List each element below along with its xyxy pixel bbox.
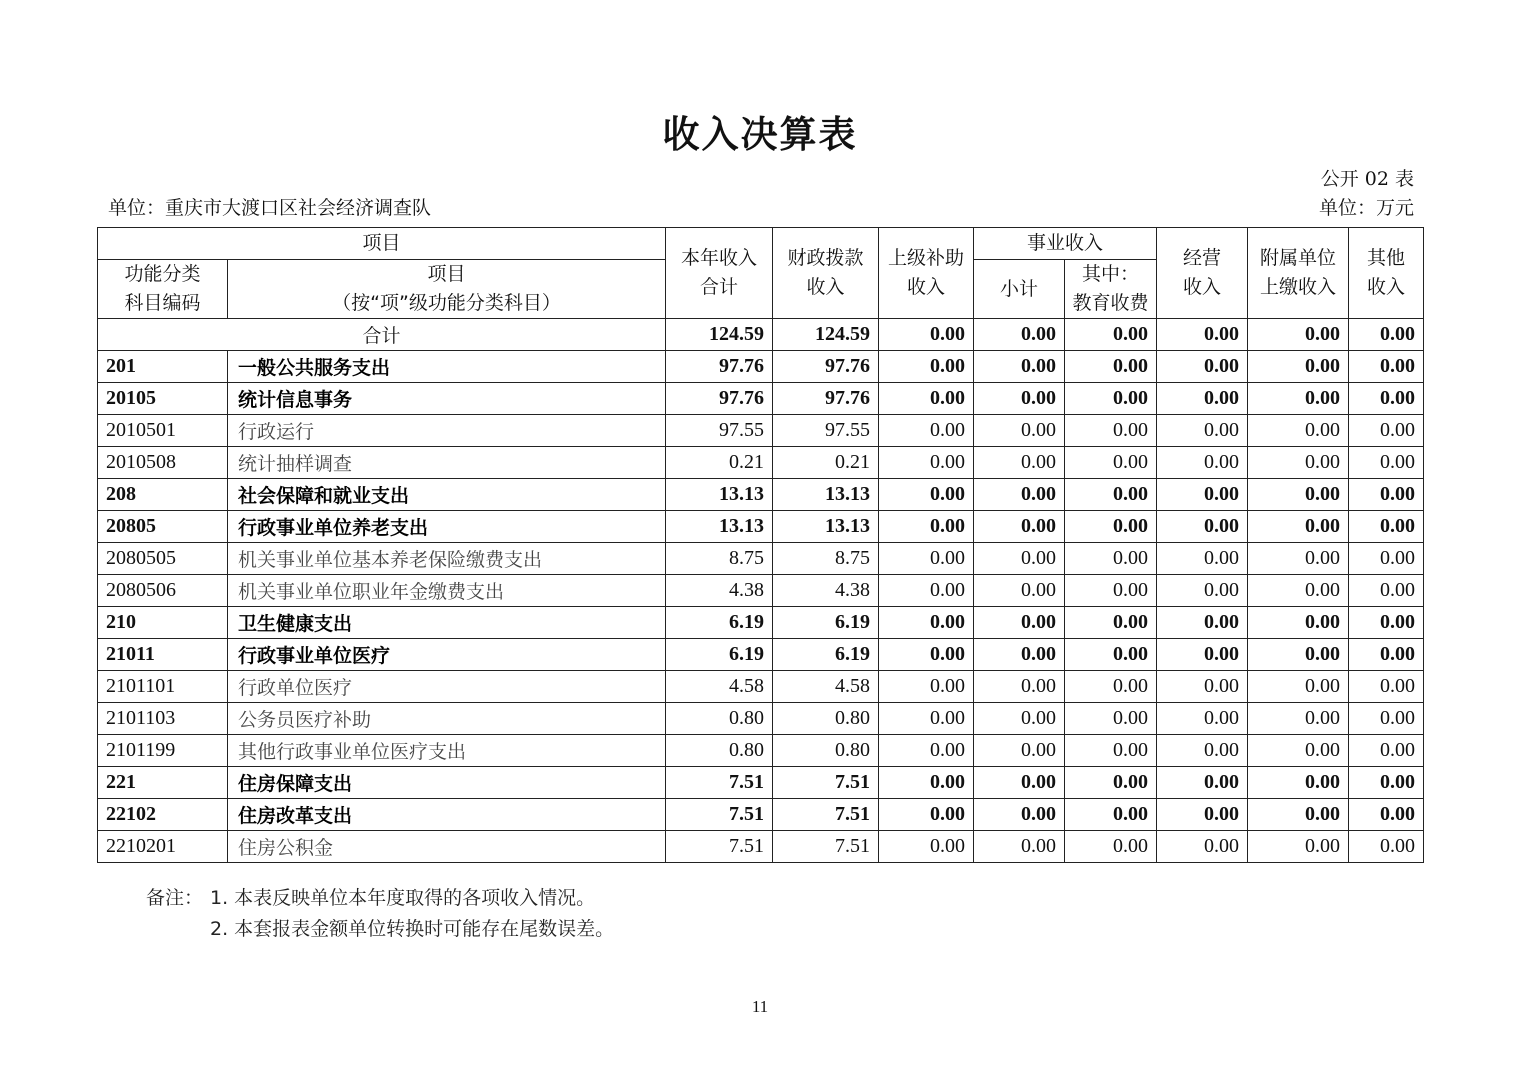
cell-value: 0.00: [1248, 607, 1349, 639]
note-item: 2. 本套报表金额单位转换时可能存在尾数误差。: [210, 918, 615, 940]
cell-value: 0.00: [879, 543, 974, 575]
cell-value: 0.00: [1157, 735, 1248, 767]
cell-value: 4.58: [666, 671, 773, 703]
cell-value: 0.00: [974, 479, 1065, 511]
cell-value: 0.00: [974, 415, 1065, 447]
cell-value: 0.00: [1157, 831, 1248, 863]
cell-value: 0.80: [773, 735, 879, 767]
cell-value: 0.00: [1349, 543, 1424, 575]
cell-value: 0.00: [879, 447, 974, 479]
cell-value: 0.00: [879, 735, 974, 767]
cell-code: 221: [98, 767, 228, 799]
cell-value: 0.00: [1248, 735, 1349, 767]
cell-value: 7.51: [666, 831, 773, 863]
cell-value: 0.00: [1157, 447, 1248, 479]
table-row: [98, 415, 1424, 447]
cell-value: 0.80: [773, 703, 879, 735]
header-total: 本年收入 合计: [666, 228, 773, 319]
cell-name: 住房保障支出: [228, 767, 666, 799]
cell-value: 8.75: [773, 543, 879, 575]
cell-code: 208: [98, 479, 228, 511]
cell-value: 0.00: [1065, 351, 1157, 383]
cell-value: 0.00: [1349, 351, 1424, 383]
cell-value: 0.00: [879, 671, 974, 703]
income-table: [97, 227, 1424, 863]
table-row: [98, 543, 1424, 575]
header-code: 功能分类 科目编码: [98, 260, 228, 319]
cell-value: 0.00: [974, 639, 1065, 671]
cell-value: 0.00: [879, 575, 974, 607]
cell-value: 0.00: [1248, 799, 1349, 831]
table-row: [98, 351, 1424, 383]
cell-value: 0.00: [1157, 767, 1248, 799]
cell-code: 2101101: [98, 671, 228, 703]
cell-value: 0.00: [1157, 543, 1248, 575]
cell-value: 0.00: [1349, 831, 1424, 863]
cell-value: 0.00: [974, 767, 1065, 799]
cell-value: 0.00: [974, 671, 1065, 703]
table-row: [98, 799, 1424, 831]
cell-value: 0.00: [1157, 799, 1248, 831]
cell-value: 0.00: [879, 415, 974, 447]
cell-value: 0.00: [1349, 799, 1424, 831]
cell-value: 0.00: [1248, 767, 1349, 799]
cell-value: 0.00: [974, 703, 1065, 735]
cell-value: 0.00: [1349, 447, 1424, 479]
table-row: [98, 767, 1424, 799]
cell-value: 0.80: [666, 703, 773, 735]
page-number: 11: [751, 997, 769, 1016]
cell-value: 0.00: [879, 767, 974, 799]
cell-value: 0.00: [1065, 735, 1157, 767]
cell-value: 97.76: [666, 383, 773, 415]
cell-value: 0.00: [879, 831, 974, 863]
cell-value: 0.00: [1349, 319, 1424, 351]
cell-value: 13.13: [773, 479, 879, 511]
table-row: [98, 735, 1424, 767]
note-item: 1. 本表反映单位本年度取得的各项收入情况。: [210, 887, 596, 909]
cell-value: 0.00: [1349, 703, 1424, 735]
cell-code: 2010508: [98, 447, 228, 479]
cell-value: 0.00: [974, 319, 1065, 351]
cell-value: 0.00: [1157, 575, 1248, 607]
cell-value: 0.00: [1157, 479, 1248, 511]
cell-name: 行政事业单位医疗: [228, 639, 666, 671]
header-education-fee: 其中： 教育收费: [1065, 260, 1157, 319]
cell-value: 0.00: [1248, 543, 1349, 575]
cell-value: 0.00: [1065, 767, 1157, 799]
cell-value: 7.51: [666, 767, 773, 799]
header-career-group: 事业收入: [974, 228, 1157, 260]
cell-value: 0.00: [1157, 511, 1248, 543]
header-career-subtotal: 小计: [974, 260, 1065, 319]
cell-value: 0.00: [1065, 415, 1157, 447]
cell-value: 0.00: [1248, 319, 1349, 351]
cell-value: 0.00: [879, 639, 974, 671]
cell-value: 0.00: [1157, 703, 1248, 735]
cell-value: 0.00: [879, 511, 974, 543]
cell-name: 住房公积金: [228, 831, 666, 863]
table-row: [98, 447, 1424, 479]
cell-value: 4.58: [773, 671, 879, 703]
cell-value: 0.00: [1349, 415, 1424, 447]
header-subsidy: 上级补助 收入: [879, 228, 974, 319]
cell-value: 13.13: [773, 511, 879, 543]
cell-code: 2210201: [98, 831, 228, 863]
cell-value: 0.00: [879, 383, 974, 415]
cell-value: 6.19: [773, 639, 879, 671]
cell-value: 0.00: [1065, 799, 1157, 831]
cell-value: 124.59: [666, 319, 773, 351]
cell-code: 2010501: [98, 415, 228, 447]
cell-name: 卫生健康支出: [228, 607, 666, 639]
unit-currency: 单位：万元: [1318, 197, 1414, 219]
cell-value: 0.00: [1349, 479, 1424, 511]
cell-value: 0.00: [1065, 543, 1157, 575]
table-row: [98, 511, 1424, 543]
cell-value: 0.00: [1065, 511, 1157, 543]
cell-value: 0.00: [974, 735, 1065, 767]
cell-value: 0.00: [1157, 383, 1248, 415]
cell-value: 13.13: [666, 511, 773, 543]
cell-value: 0.00: [974, 447, 1065, 479]
cell-name: 其他行政事业单位医疗支出: [228, 735, 666, 767]
cell-value: 0.00: [1349, 735, 1424, 767]
form-number: 公开 02 表: [1320, 168, 1414, 190]
cell-name: 住房改革支出: [228, 799, 666, 831]
page-title: 收入决算表: [662, 113, 858, 156]
cell-value: 4.38: [773, 575, 879, 607]
cell-value: 0.00: [974, 799, 1065, 831]
cell-code: 2080506: [98, 575, 228, 607]
cell-code: 201: [98, 351, 228, 383]
cell-value: 0.00: [879, 319, 974, 351]
cell-value: 0.00: [1248, 831, 1349, 863]
cell-name: 行政单位医疗: [228, 671, 666, 703]
cell-value: 0.00: [1248, 671, 1349, 703]
cell-code: 2101199: [98, 735, 228, 767]
cell-value: 0.21: [666, 447, 773, 479]
cell-value: 0.00: [1248, 479, 1349, 511]
table-row: [98, 575, 1424, 607]
cell-value: 0.00: [1157, 415, 1248, 447]
cell-value: 7.51: [773, 831, 879, 863]
cell-value: 0.00: [1065, 479, 1157, 511]
cell-value: 0.00: [879, 351, 974, 383]
cell-value: 0.00: [1157, 319, 1248, 351]
cell-value: 0.00: [974, 511, 1065, 543]
unit-organization: 单位：重庆市大渡口区社会经济调查队: [108, 197, 432, 219]
cell-name: 行政事业单位养老支出: [228, 511, 666, 543]
cell-name: 机关事业单位基本养老保险缴费支出: [228, 543, 666, 575]
cell-value: 0.00: [1248, 415, 1349, 447]
cell-name: 一般公共服务支出: [228, 351, 666, 383]
cell-value: 0.00: [1248, 575, 1349, 607]
cell-value: 8.75: [666, 543, 773, 575]
table-row: [98, 639, 1424, 671]
header-fiscal: 财政拨款 收入: [773, 228, 879, 319]
cell-value: 0.00: [879, 799, 974, 831]
cell-value: 0.00: [1349, 767, 1424, 799]
cell-value: 6.19: [666, 607, 773, 639]
cell-value: 0.00: [1248, 511, 1349, 543]
header-operating: 经营 收入: [1157, 228, 1248, 319]
cell-value: 97.76: [666, 351, 773, 383]
cell-value: 0.80: [666, 735, 773, 767]
cell-value: 0.00: [1065, 575, 1157, 607]
cell-value: 0.00: [1157, 607, 1248, 639]
cell-code: 21011: [98, 639, 228, 671]
cell-value: 6.19: [773, 607, 879, 639]
cell-value: 4.38: [666, 575, 773, 607]
cell-value: 0.00: [974, 575, 1065, 607]
cell-value: 0.00: [974, 383, 1065, 415]
cell-value: 0.00: [974, 831, 1065, 863]
cell-code: 20805: [98, 511, 228, 543]
cell-value: 0.00: [1349, 383, 1424, 415]
cell-value: 0.00: [1065, 671, 1157, 703]
table-row: [98, 671, 1424, 703]
cell-value: 0.00: [1349, 607, 1424, 639]
cell-value: 0.00: [1248, 447, 1349, 479]
cell-value: 0.00: [1157, 351, 1248, 383]
cell-name: 统计抽样调查: [228, 447, 666, 479]
table-row: [98, 479, 1424, 511]
cell-value: 0.00: [1065, 319, 1157, 351]
cell-value: 0.00: [1248, 351, 1349, 383]
cell-code: 210: [98, 607, 228, 639]
cell-value: 0.00: [974, 607, 1065, 639]
cell-value: 0.00: [1157, 671, 1248, 703]
cell-value: 0.00: [1248, 639, 1349, 671]
cell-value: 0.00: [974, 543, 1065, 575]
cell-name: 社会保障和就业支出: [228, 479, 666, 511]
cell-value: 0.00: [1349, 639, 1424, 671]
total-label: 合计: [98, 319, 666, 351]
header-other: 其他 收入: [1349, 228, 1424, 319]
table-row: [98, 703, 1424, 735]
cell-value: 0.00: [1349, 511, 1424, 543]
cell-name: 统计信息事务: [228, 383, 666, 415]
cell-value: 7.51: [773, 799, 879, 831]
cell-value: 0.00: [879, 607, 974, 639]
cell-value: 0.00: [1349, 575, 1424, 607]
cell-value: 0.21: [773, 447, 879, 479]
notes: [146, 883, 614, 945]
cell-value: 0.00: [1248, 383, 1349, 415]
table-row: [98, 383, 1424, 415]
cell-value: 0.00: [879, 479, 974, 511]
cell-value: 0.00: [1248, 703, 1349, 735]
cell-value: 0.00: [1065, 447, 1157, 479]
cell-value: 97.76: [773, 351, 879, 383]
table-row: [98, 831, 1424, 863]
cell-value: 0.00: [1065, 639, 1157, 671]
cell-value: 6.19: [666, 639, 773, 671]
cell-value: 97.55: [666, 415, 773, 447]
cell-value: 7.51: [773, 767, 879, 799]
cell-value: 124.59: [773, 319, 879, 351]
header-affiliated: 附属单位 上缴收入: [1248, 228, 1349, 319]
cell-value: 97.55: [773, 415, 879, 447]
header-name: 项目 （按“项”级功能分类科目）: [228, 260, 666, 319]
cell-value: 13.13: [666, 479, 773, 511]
header-item-group: 项目: [98, 228, 666, 260]
total-row: [98, 319, 1424, 351]
cell-code: 2101103: [98, 703, 228, 735]
cell-value: 0.00: [1349, 671, 1424, 703]
cell-name: 公务员医疗补助: [228, 703, 666, 735]
cell-code: 22102: [98, 799, 228, 831]
cell-value: 0.00: [1157, 639, 1248, 671]
cell-value: 0.00: [974, 351, 1065, 383]
cell-value: 0.00: [1065, 831, 1157, 863]
cell-value: 0.00: [1065, 383, 1157, 415]
table-row: [98, 607, 1424, 639]
cell-code: 20105: [98, 383, 228, 415]
cell-value: 0.00: [879, 703, 974, 735]
cell-code: 2080505: [98, 543, 228, 575]
cell-value: 97.76: [773, 383, 879, 415]
cell-name: 行政运行: [228, 415, 666, 447]
cell-name: 机关事业单位职业年金缴费支出: [228, 575, 666, 607]
cell-value: 0.00: [1065, 607, 1157, 639]
cell-value: 0.00: [1065, 703, 1157, 735]
cell-value: 7.51: [666, 799, 773, 831]
notes-label: 备注：: [146, 887, 204, 909]
